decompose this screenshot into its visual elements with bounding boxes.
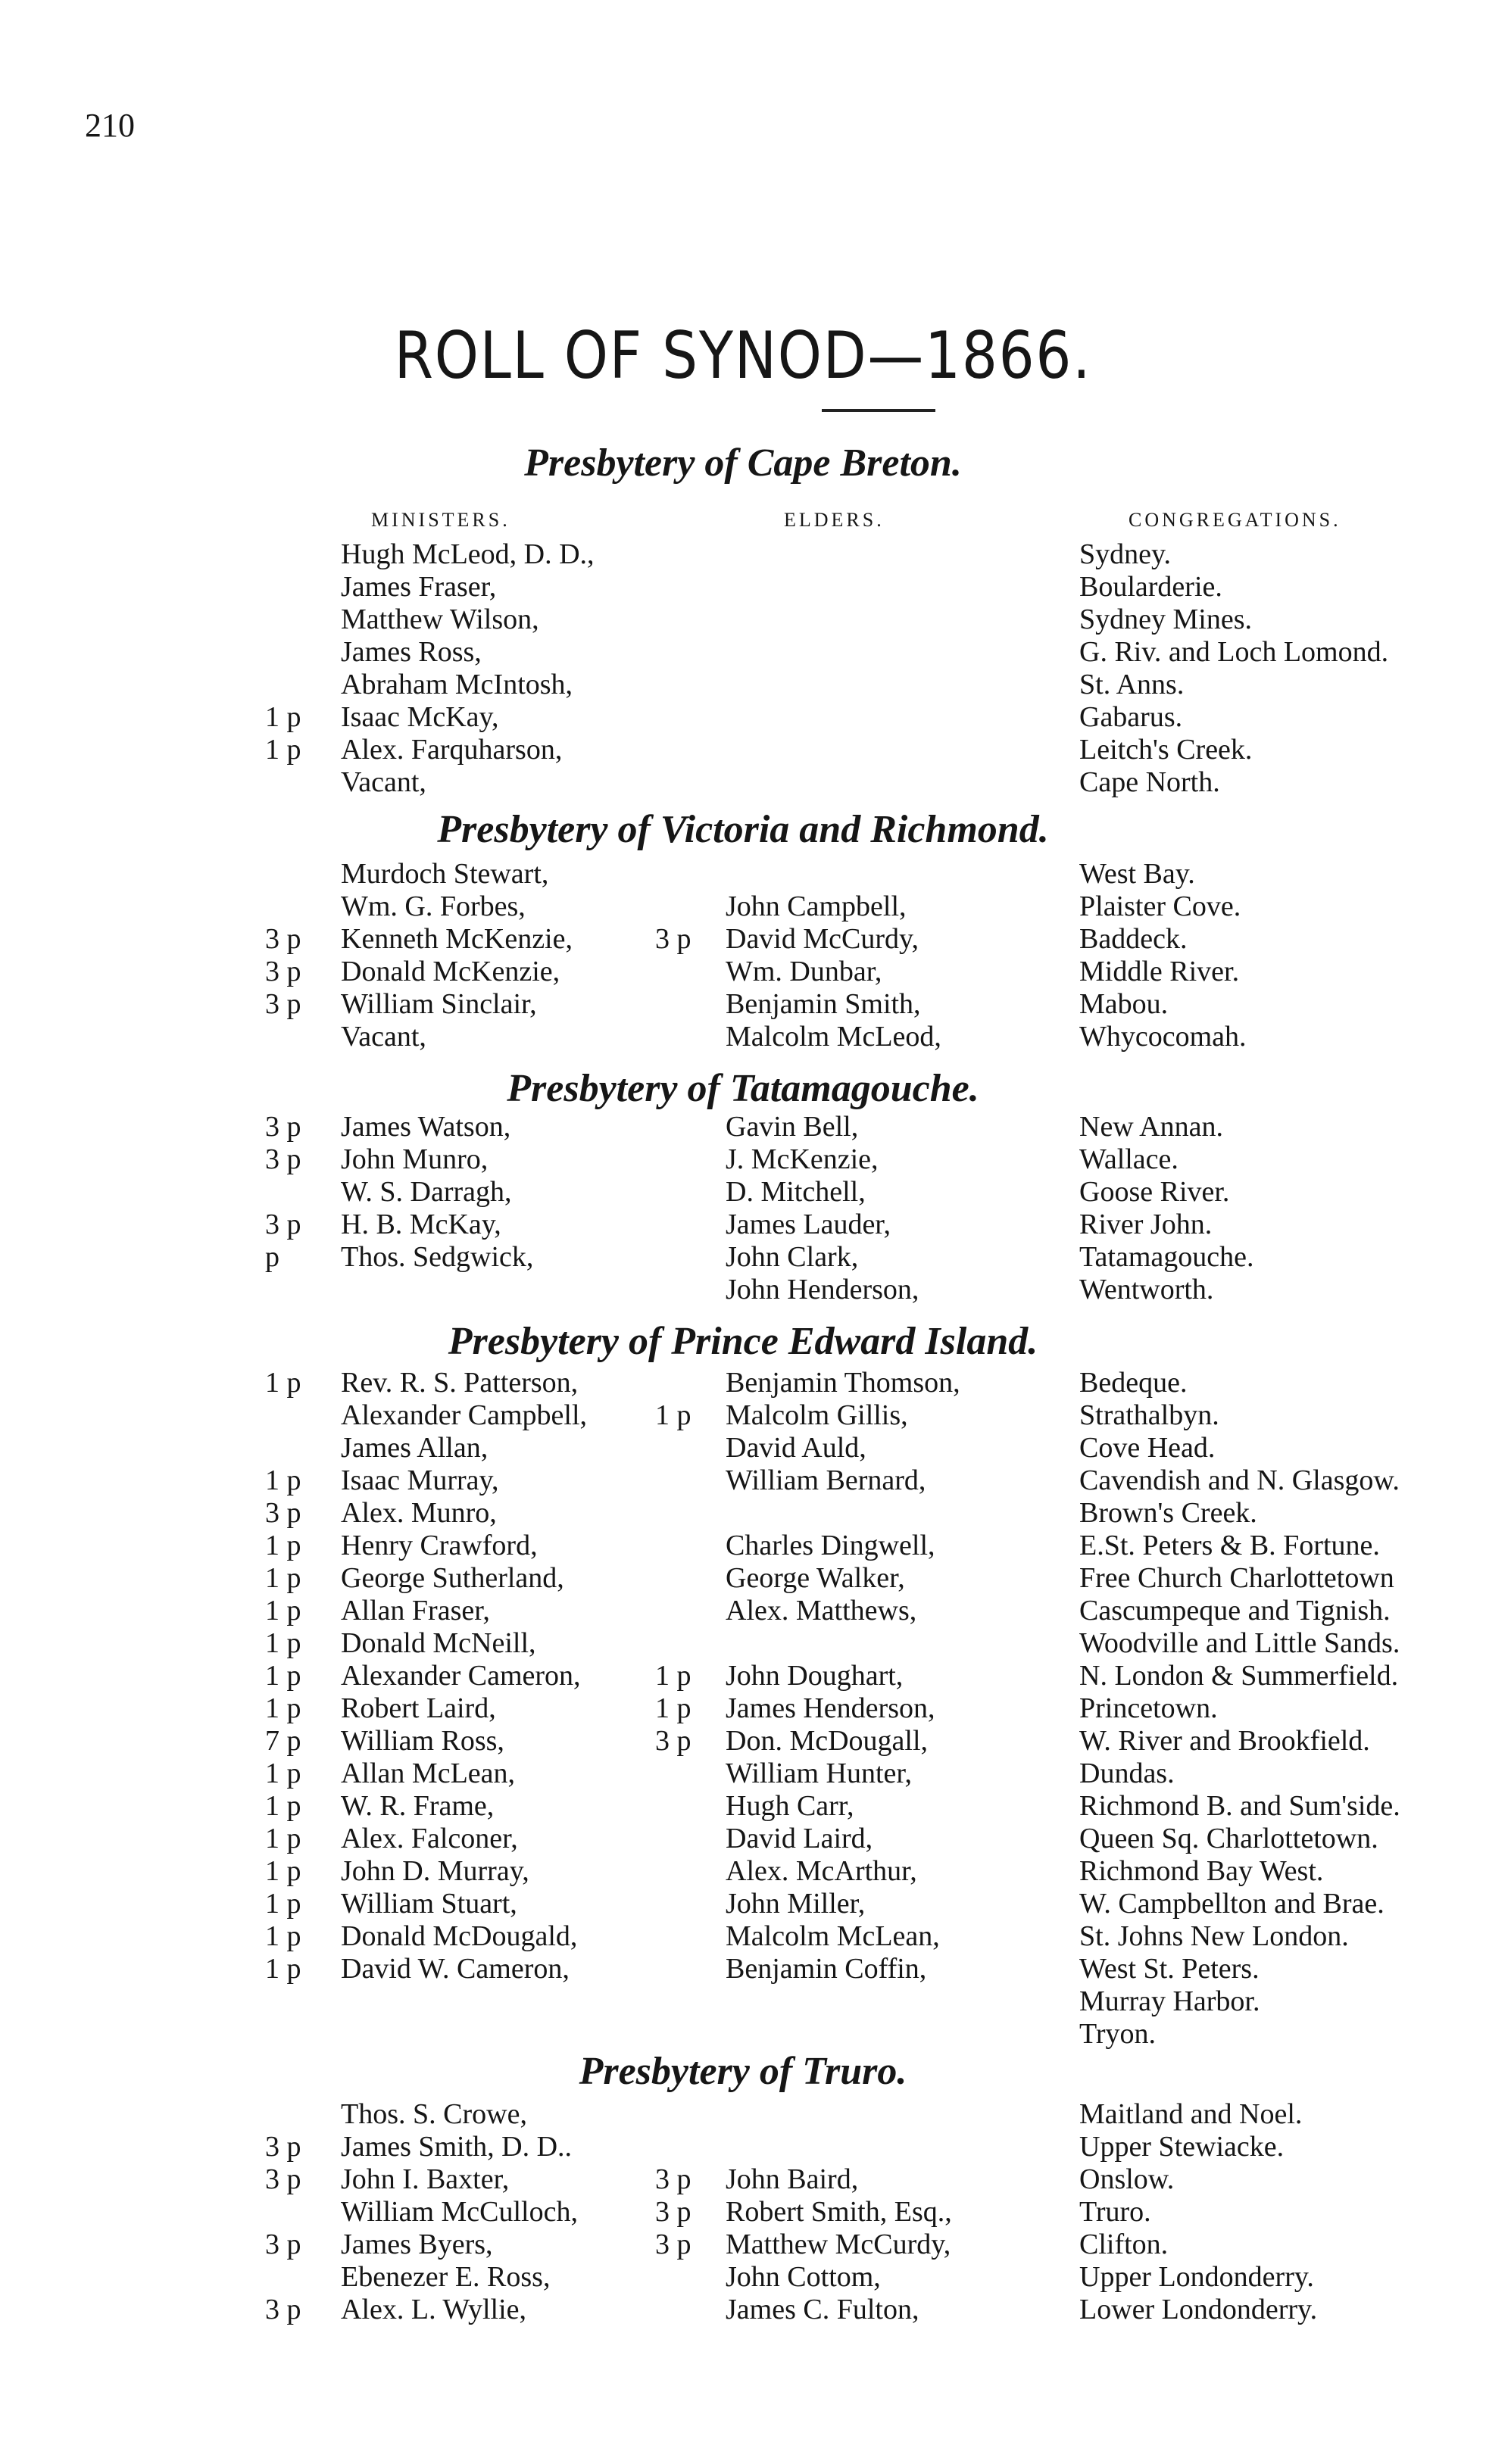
roll-row xyxy=(0,1175,1486,1209)
roll-row xyxy=(0,668,1486,701)
minister-attendance: 3 p xyxy=(265,2294,301,2325)
minister-attendance: 3 p xyxy=(265,1209,301,1240)
congregation-name: Plaister Cove. xyxy=(1079,890,1241,922)
presbytery-heading: Presbytery of Tatamagouche. xyxy=(507,1067,979,1110)
congregation-name: St. Johns New London. xyxy=(1079,1920,1349,1952)
minister-name: Alex. Munro, xyxy=(341,1497,497,1529)
roll-row xyxy=(0,2017,1486,2051)
elder-attendance: 3 p xyxy=(655,1725,691,1757)
roll-row xyxy=(0,1431,1486,1464)
elder-attendance: 1 p xyxy=(655,1399,691,1431)
roll-row xyxy=(0,1952,1486,1985)
roll-row xyxy=(0,1822,1486,1855)
roll-row xyxy=(0,1887,1486,1920)
elder-name: John Clark, xyxy=(726,1241,859,1273)
congregation-name: Richmond Bay West. xyxy=(1079,1855,1324,1887)
roll-row xyxy=(0,1529,1486,1562)
roll-row xyxy=(0,1789,1486,1823)
congregation-name: Leitch's Creek. xyxy=(1079,734,1253,766)
minister-name: Alex. Farquharson, xyxy=(341,734,563,766)
roll-row xyxy=(0,1208,1486,1241)
roll-row xyxy=(0,1143,1486,1176)
congregation-name: Goose River. xyxy=(1079,1176,1230,1208)
minister-attendance: 3 p xyxy=(265,2163,301,2195)
minister-name: Isaac McKay, xyxy=(341,701,499,733)
minister-name: Wm. G. Forbes, xyxy=(341,890,526,922)
roll-row xyxy=(0,1399,1486,1432)
minister-name: Alexander Cameron, xyxy=(341,1660,581,1692)
elder-name: James C. Fulton, xyxy=(726,2294,919,2325)
column-header-elders: ELDERS. xyxy=(784,509,885,531)
minister-name: James Allan, xyxy=(341,1432,489,1464)
congregation-name: Upper Londonderry. xyxy=(1079,2261,1314,2293)
minister-attendance: 3 p xyxy=(265,1111,301,1143)
minister-attendance: 1 p xyxy=(265,1562,301,1594)
minister-name: Abraham McIntosh, xyxy=(341,669,573,700)
congregation-name: Tatamagouche. xyxy=(1079,1241,1254,1273)
minister-name: William Stuart, xyxy=(341,1888,517,1920)
roll-row xyxy=(0,857,1486,890)
elder-name: Malcolm Gillis, xyxy=(726,1399,908,1431)
roll-row xyxy=(0,1110,1486,1143)
minister-name: Thos. S. Crowe, xyxy=(341,2098,527,2130)
roll-row xyxy=(0,987,1486,1021)
elder-name: Alex. Matthews, xyxy=(726,1595,917,1627)
congregation-name: Clifton. xyxy=(1079,2229,1169,2260)
minister-name: Robert Laird, xyxy=(341,1692,496,1724)
roll-row xyxy=(0,570,1486,604)
page-number: 210 xyxy=(85,107,135,144)
congregation-name: West St. Peters. xyxy=(1079,1953,1260,1985)
minister-name: Murdoch Stewart, xyxy=(341,858,549,890)
elder-name: John Doughart, xyxy=(726,1660,904,1692)
congregation-name: Sydney. xyxy=(1079,538,1172,570)
congregation-name: Middle River. xyxy=(1079,956,1240,987)
elder-name: Benjamin Thomson, xyxy=(726,1367,960,1399)
roll-row xyxy=(0,1366,1486,1399)
minister-attendance: 1 p xyxy=(265,1758,301,1789)
roll-row xyxy=(0,2195,1486,2229)
roll-row xyxy=(0,700,1486,734)
elder-name: David McCurdy, xyxy=(726,923,919,955)
elder-attendance: 3 p xyxy=(655,2229,691,2260)
minister-attendance: 1 p xyxy=(265,1464,301,1496)
minister-name: Isaac Murray, xyxy=(341,1464,499,1496)
elder-name: D. Mitchell, xyxy=(726,1176,866,1208)
roll-row xyxy=(0,1561,1486,1595)
congregation-name: St. Anns. xyxy=(1079,669,1185,700)
minister-name: John D. Murray, xyxy=(341,1855,529,1887)
elder-attendance: 3 p xyxy=(655,2163,691,2195)
minister-name: Hugh McLeod, D. D., xyxy=(341,538,595,570)
minister-name: Allan McLean, xyxy=(341,1758,516,1789)
roll-row xyxy=(0,1240,1486,1274)
congregation-name: Baddeck. xyxy=(1079,923,1188,955)
elder-name: John Campbell, xyxy=(726,890,907,922)
elder-name: Charles Dingwell, xyxy=(726,1530,935,1561)
roll-row xyxy=(0,1920,1486,1953)
roll-row xyxy=(0,922,1486,956)
minister-attendance: 3 p xyxy=(265,2131,301,2163)
minister-name: George Sutherland, xyxy=(341,1562,564,1594)
minister-name: Alex. L. Wyllie, xyxy=(341,2294,527,2325)
elder-name: James Henderson, xyxy=(726,1692,935,1724)
elder-name: Benjamin Coffin, xyxy=(726,1953,927,1985)
minister-name: Henry Crawford, xyxy=(341,1530,538,1561)
roll-row xyxy=(0,1985,1486,2018)
congregation-name: Sydney Mines. xyxy=(1079,604,1252,635)
minister-name: John I. Baxter, xyxy=(341,2163,510,2195)
minister-attendance: 7 p xyxy=(265,1725,301,1757)
presbytery-heading: Presbytery of Cape Breton. xyxy=(524,441,962,485)
roll-row xyxy=(0,766,1486,799)
minister-attendance: 1 p xyxy=(265,1692,301,1724)
minister-attendance: 1 p xyxy=(265,1627,301,1659)
minister-attendance: 1 p xyxy=(265,1790,301,1822)
congregation-name: Wentworth. xyxy=(1079,1274,1214,1305)
roll-row xyxy=(0,635,1486,669)
congregation-name: Lower Londonderry. xyxy=(1079,2294,1318,2325)
minister-name: Donald McKenzie, xyxy=(341,956,560,987)
roll-row xyxy=(0,955,1486,988)
congregation-name: Woodville and Little Sands. xyxy=(1079,1627,1400,1659)
minister-attendance: 3 p xyxy=(265,2229,301,2260)
elder-attendance: 3 p xyxy=(655,923,691,955)
congregation-name: Cape North. xyxy=(1079,766,1220,798)
roll-row xyxy=(0,1464,1486,1497)
roll-row xyxy=(0,1020,1486,1053)
elder-name: Hugh Carr, xyxy=(726,1790,854,1822)
congregation-name: Dundas. xyxy=(1079,1758,1175,1789)
page-title: ROLL OF SYNOD—1866. xyxy=(394,318,1092,394)
minister-attendance: 1 p xyxy=(265,1660,301,1692)
minister-name: James Fraser, xyxy=(341,571,497,603)
roll-row xyxy=(0,603,1486,636)
minister-attendance: 1 p xyxy=(265,1823,301,1854)
minister-name: Matthew Wilson, xyxy=(341,604,539,635)
elder-name: John Cottom, xyxy=(726,2261,881,2293)
minister-attendance: 1 p xyxy=(265,1920,301,1952)
minister-name: Alex. Falconer, xyxy=(341,1823,518,1854)
congregation-name: Bedeque. xyxy=(1079,1367,1188,1399)
roll-row xyxy=(0,1724,1486,1758)
minister-name: Thos. Sedgwick, xyxy=(341,1241,534,1273)
congregation-name: Truro. xyxy=(1079,2196,1151,2228)
congregation-name: Strathalbyn. xyxy=(1079,1399,1219,1431)
elder-name: Gavin Bell, xyxy=(726,1111,859,1143)
elder-name: David Auld, xyxy=(726,1432,866,1464)
column-header-ministers: MINISTERS. xyxy=(371,509,510,531)
minister-name: W. S. Darragh, xyxy=(341,1176,512,1208)
minister-attendance: 3 p xyxy=(265,1143,301,1175)
congregation-name: Murray Harbor. xyxy=(1079,1985,1260,2017)
congregation-name: River John. xyxy=(1079,1209,1213,1240)
minister-name: Vacant, xyxy=(341,766,426,798)
elder-name: George Walker, xyxy=(726,1562,905,1594)
elder-name: Malcolm McLean, xyxy=(726,1920,940,1952)
congregation-name: Richmond B. and Sum'side. xyxy=(1079,1790,1400,1822)
minister-attendance: p xyxy=(265,1241,279,1273)
minister-name: William Sinclair, xyxy=(341,988,537,1020)
roll-row xyxy=(0,1273,1486,1306)
elder-name: Matthew McCurdy, xyxy=(726,2229,951,2260)
congregation-name: Mabou. xyxy=(1079,988,1169,1020)
title-rule xyxy=(822,409,935,412)
minister-attendance: 3 p xyxy=(265,956,301,987)
minister-name: W. R. Frame, xyxy=(341,1790,495,1822)
elder-name: James Lauder, xyxy=(726,1209,891,1240)
minister-attendance: 3 p xyxy=(265,923,301,955)
roll-row xyxy=(0,1496,1486,1530)
minister-name: James Smith, D. D.. xyxy=(341,2131,573,2163)
roll-row xyxy=(0,1757,1486,1790)
elder-name: John Henderson, xyxy=(726,1274,919,1305)
elder-attendance: 1 p xyxy=(655,1692,691,1724)
congregation-name: Upper Stewiacke. xyxy=(1079,2131,1285,2163)
congregation-name: N. London & Summerfield. xyxy=(1079,1660,1399,1692)
roll-row xyxy=(0,1854,1486,1888)
roll-row xyxy=(0,733,1486,766)
elder-name: Don. McDougall, xyxy=(726,1725,929,1757)
roll-row xyxy=(0,2163,1486,2196)
elder-attendance: 1 p xyxy=(655,1660,691,1692)
roll-row xyxy=(0,2260,1486,2294)
elder-name: David Laird, xyxy=(726,1823,873,1854)
minister-name: James Ross, xyxy=(341,636,482,668)
presbytery-heading: Presbytery of Victoria and Richmond. xyxy=(437,808,1049,851)
minister-attendance: 1 p xyxy=(265,1888,301,1920)
minister-attendance: 1 p xyxy=(265,701,301,733)
congregation-name: Onslow. xyxy=(1079,2163,1175,2195)
minister-attendance: 3 p xyxy=(265,1497,301,1529)
elder-name: Wm. Dunbar, xyxy=(726,956,882,987)
roll-row xyxy=(0,2228,1486,2261)
minister-name: Allan Fraser, xyxy=(341,1595,490,1627)
congregation-name: Cove Head. xyxy=(1079,1432,1216,1464)
roll-row xyxy=(0,1594,1486,1627)
minister-name: James Watson, xyxy=(341,1111,511,1143)
minister-name: John Munro, xyxy=(341,1143,489,1175)
minister-name: David W. Cameron, xyxy=(341,1953,570,1985)
roll-row xyxy=(0,1627,1486,1660)
column-header-congregations: CONGREGATIONS. xyxy=(1129,509,1341,531)
presbytery-heading: Presbytery of Prince Edward Island. xyxy=(448,1320,1038,1363)
elder-name: Alex. McArthur, xyxy=(726,1855,917,1887)
minister-name: Vacant, xyxy=(341,1021,426,1053)
minister-name: Ebenezer E. Ross, xyxy=(341,2261,551,2293)
minister-attendance: 1 p xyxy=(265,1595,301,1627)
minister-attendance: 1 p xyxy=(265,1953,301,1985)
minister-name: Alexander Campbell, xyxy=(341,1399,588,1431)
congregation-name: West Bay. xyxy=(1079,858,1195,890)
congregation-name: Cascumpeque and Tignish. xyxy=(1079,1595,1391,1627)
congregation-name: New Annan. xyxy=(1079,1111,1223,1143)
elder-name: Robert Smith, Esq., xyxy=(726,2196,952,2228)
elder-name: John Baird, xyxy=(726,2163,859,2195)
minister-name: James Byers, xyxy=(341,2229,493,2260)
minister-name: Rev. R. S. Patterson, xyxy=(341,1367,579,1399)
minister-attendance: 1 p xyxy=(265,1530,301,1561)
congregation-name: Tryon. xyxy=(1079,2018,1157,2050)
congregation-name: Maitland and Noel. xyxy=(1079,2098,1303,2130)
congregation-name: E.St. Peters & B. Fortune. xyxy=(1079,1530,1380,1561)
minister-name: Donald McDougald, xyxy=(341,1920,578,1952)
roll-row xyxy=(0,538,1486,571)
congregation-name: Queen Sq. Charlottetown. xyxy=(1079,1823,1378,1854)
minister-name: William McCulloch, xyxy=(341,2196,578,2228)
roll-row xyxy=(0,2130,1486,2163)
elder-name: William Hunter, xyxy=(726,1758,912,1789)
roll-row xyxy=(0,2293,1486,2326)
minister-name: Donald McNeill, xyxy=(341,1627,536,1659)
minister-attendance: 3 p xyxy=(265,988,301,1020)
congregation-name: G. Riv. and Loch Lomond. xyxy=(1079,636,1389,668)
minister-name: William Ross, xyxy=(341,1725,504,1757)
roll-row xyxy=(0,2098,1486,2131)
congregation-name: Cavendish and N. Glasgow. xyxy=(1079,1464,1400,1496)
minister-attendance: 1 p xyxy=(265,734,301,766)
elder-name: William Bernard, xyxy=(726,1464,926,1496)
roll-row xyxy=(0,1692,1486,1725)
roll-row xyxy=(0,1659,1486,1692)
minister-name: H. B. McKay, xyxy=(341,1209,501,1240)
presbytery-heading: Presbytery of Truro. xyxy=(579,2050,907,2093)
elder-name: Malcolm McLeod, xyxy=(726,1021,941,1053)
congregation-name: W. River and Brookfield. xyxy=(1079,1725,1370,1757)
congregation-name: Wallace. xyxy=(1079,1143,1178,1175)
minister-name: Kenneth McKenzie, xyxy=(341,923,573,955)
congregation-name: Gabarus. xyxy=(1079,701,1183,733)
congregation-name: Whycocomah. xyxy=(1079,1021,1247,1053)
minister-attendance: 1 p xyxy=(265,1367,301,1399)
congregation-name: W. Campbellton and Brae. xyxy=(1079,1888,1385,1920)
congregation-name: Free Church Charlottetown xyxy=(1079,1562,1394,1594)
elder-name: J. McKenzie, xyxy=(726,1143,879,1175)
congregation-name: Princetown. xyxy=(1079,1692,1218,1724)
elder-name: Benjamin Smith, xyxy=(726,988,921,1020)
elder-name: John Miller, xyxy=(726,1888,866,1920)
minister-attendance: 1 p xyxy=(265,1855,301,1887)
elder-attendance: 3 p xyxy=(655,2196,691,2228)
roll-row xyxy=(0,890,1486,923)
congregation-name: Boularderie. xyxy=(1079,571,1222,603)
congregation-name: Brown's Creek. xyxy=(1079,1497,1257,1529)
